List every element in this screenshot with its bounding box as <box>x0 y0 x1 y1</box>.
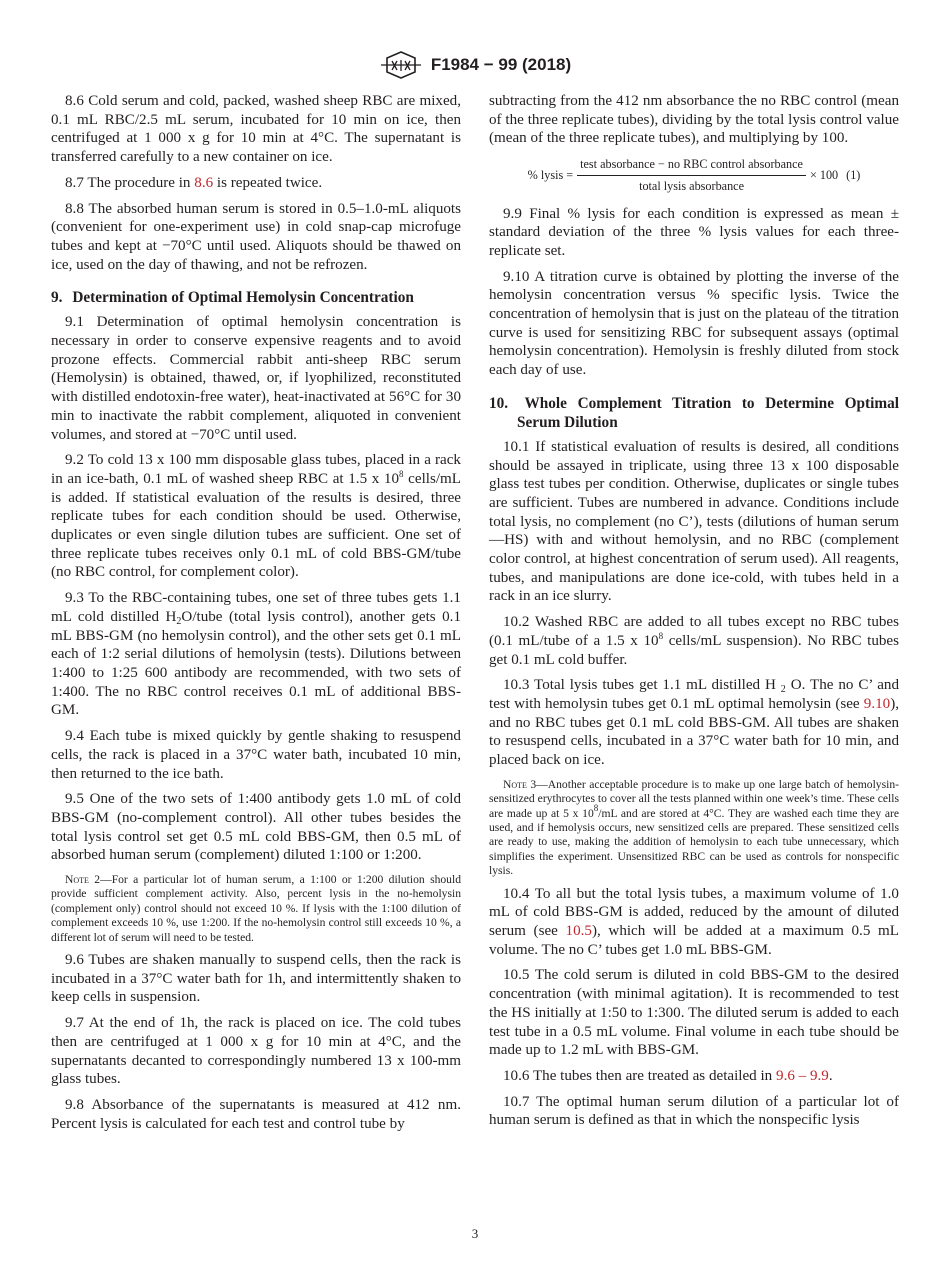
paragraph-10-1: 10.1 If statistical evaluation of results is desired, all conditions should be assayed in triplicate, using three 13 x 100 disposable glass test tubes per condition. Otherwise, duplicates or single tubes are sufficient. Tubes are numbered in advance. Conditions include total lysis, no complement (no C’), tests (dilutions of human serum—HS) with and without hemolysin, and no RBC (complement color control, at highest concentration of serum used). All reagents, tubes, and manipulations are done ice-cold, with tubes held in a rack in an ice slurry. <box>489 438 899 605</box>
equation-1 <box>489 155 899 195</box>
ref-link-9-10[interactable]: 9.10 <box>863 695 891 712</box>
equation-denominator: total lysis absorbance <box>639 178 744 193</box>
page-number: 3 <box>471 1226 479 1241</box>
paragraph-9-5: 9.5 One of the two sets of 1:400 antibody gets 1.0 mL of cold BBS-GM (no-complement control). All other tubes besides the total lysis control set get 0.5 mL cold BBS-GM, then 0.5 mL of absorbed human serum (complement) diluted 1:100 or 1:200. <box>51 791 462 864</box>
equation-number: (1) <box>846 167 861 182</box>
paragraph-9-2: 9.2 To cold 13 x 100 mm disposable glass tubes, placed in a rack in an ice-bath, 0.1 mL of washed sheep RBC at 1.5 x $10^8$ cells/mL is added. If statistical evaluation of the results is desired, three replicate tubes for each condition should be used. Otherwise, duplicates or even single dilution tubes are sufficient. One set of three replicate tubes receives only 0.1 mL of cold BBS-GM/tube (no RBC control, for complement color). <box>51 452 461 581</box>
right-column <box>489 92 899 1137</box>
paragraph-9-10: 9.10 A titration curve is obtained by plotting the inverse of the hemolysin concentration versus % specific lysis. Twice the concentration of hemolysin that is just on the plateau of the titration curve is used for sensitizing RBC for subsequent assays (optimal hemolysin concentration). Hemolysin is freshly diluted from stock each day of use. <box>489 268 899 379</box>
equation-fraction <box>577 155 806 195</box>
equation-rhs: × 100 <box>809 167 839 182</box>
left-column <box>51 92 461 1140</box>
section-heading-10: 10. Whole Complement Titration to Determine Optimal Serum Dilution <box>489 394 899 431</box>
ref-link-8-6[interactable]: 8.6 <box>194 174 214 191</box>
astm-logo-icon <box>379 50 423 80</box>
document-id: F1984 − 99 (2018) <box>430 55 572 74</box>
paragraph-9-9: 9.9 Final % lysis for each condition is expressed as mean ± standard deviation of the three % lysis values for each three-replicate set. <box>489 205 899 259</box>
paragraph-8-7: 8.7 The procedure in 8.6 is repeated twice. <box>65 174 323 191</box>
paragraph-8-6: 8.6 Cold serum and cold, packed, washed sheep RBC are mixed, 0.1 mL RBC/2.5 mL serum, incubated for 10 min on ice, then centrifuged at 1 000 x g for 10 min at 4°C. The supernatant is transferred carefully to a new container on ice. <box>51 93 461 166</box>
page-header <box>0 50 950 80</box>
paragraph-9-3: 9.3 To the RBC-containing tubes, one set of three tubes gets 1.1 mL cold distilled $H_2O$/tube (total lysis control), another gets 0.1 mL BBS-GM (no hemolysin control), and the other sets get 0.1 mL each of 1:2 serial dilutions of hemolysin (tests). Dilutions between 1:400 to 1:25 600 antibody are recommended, with two sets of 1:400. The no RBC control receives 0.1 mL of additional BBS-GM. <box>51 590 462 719</box>
ref-link-9-6-9-9[interactable]: 9.6 – 9.9 <box>776 1067 829 1084</box>
note-2: Note 2—For a particular lot of human serum, a 1:100 or 1:200 dilution should provide sufficient complement activity. Also, percent lysis in the no-hemolysin (complement only) control should not exceed 10 %. If lysis with the 1:100 dilution of complement exceeds 10 %, use 1:200. If the no-hemolysin control still exceeds 10 %, a different lot of serum will need to be tested. <box>51 873 462 944</box>
equation-numerator: test absorbance − no RBC control absorbance <box>577 155 806 176</box>
paragraph-9-8: 9.8 Absorbance of the supernatants is measured at 412 nm. Percent lysis is calculated for each test and control tube by <box>51 1096 461 1132</box>
section-heading-9: 9. Determination of Optimal Hemolysin Concentration <box>51 289 414 307</box>
ref-link-10-5[interactable]: 10.5 <box>565 923 592 940</box>
note-3: Note 3—Another acceptable procedure is to make up one large batch of hemolysin-sensitized erythrocytes to cover all the tests planned within one week’s time. These cells are made up at 5 x $10^8/mL$ and are stored at 4°C. They are washed each time they are used, and if hemolysis occurs, new sensitized cells are prepared. These sensitized cells are ready to use, making the addition of hemolysin to each tube unnecessary, which simplifies the experiment. Unsensitized RBC can be used as controls for nonspecific lysis. <box>489 777 899 878</box>
paragraph-10-2: 10.2 Washed RBC are added to all tubes except no RBC tubes (0.1 mL/tube of a 1.5 x $10^8$ cells/mL suspension). No RBC tubes get 0.1 mL cold buffer. <box>489 614 899 668</box>
paragraph-9-1: 9.1 Determination of optimal hemolysin concentration is necessary in order to conserve expensive reagents and to avoid prozone effects. Commercial rabbit anti-sheep RBC serum (Hemolysin) is obtained, thawed, or, if lyophilized, reconstituted with distilled endotoxin-free water), heat-inactivated at 56°C for 30 min to inactivate the rabbit complement, aliquoted in convenient volumes, and stored at −70°C until used. <box>51 314 461 443</box>
paragraph-10-3: 10.3 Total lysis tubes get 1.1 mL distilled H $_2$ O. The no C’ and test with hemolysin tubes get 0.1 mL optimal hemolysin (see 9.10), and no RBC tubes get 0.1 mL cold BBS-GM. All tubes are shaken to resuspend cells, incubated in a 37°C water bath for 10 min, and placed back on ice. <box>489 677 900 769</box>
paragraph-9-6: 9.6 Tubes are shaken manually to suspend cells, then the rack is incubated in a 37°C water bath for 1h, and intermittently shaken to keep cells in suspension. <box>51 952 461 1006</box>
paragraph-10-7: 10.7 The optimal human serum dilution of a particular lot of human serum is defined as that in which the nonspecific lysis <box>489 1093 899 1129</box>
paragraph-8-8: 8.8 The absorbed human serum is stored in 0.5–1.0-mL aliquots (convenient for one-experiment use) in cold snap-cap microfuge tubes and kept at −70°C until used. Aliquots should be thawed on ice, used on the day of thawing, and not be refrozen. <box>51 200 461 273</box>
paragraph-9-4: 9.4 Each tube is mixed quickly by gentle shaking to resuspend cells, the rack is placed in a 37°C water bath, incubated 10 min, then returned to the ice bath. <box>51 728 461 782</box>
paragraph-10-4: 10.4 To all but the total lysis tubes, a maximum volume of 1.0 mL of cold BBS-GM is added, reduced by the amount of diluted serum (see 10.5), which will be added at a maximum 0.5 mL volume. The no C’ tubes get 1.0 mL BBS-GM. <box>489 885 899 958</box>
equation-lhs: % lysis = <box>527 167 574 182</box>
paragraph-9-8-continued: subtracting from the 412 nm absorbance the no RBC control (mean of the three replicate tubes), dividing by the total lysis control value (mean of the three replicate tubes), and multiplying by 100. <box>489 93 899 147</box>
paragraph-9-7: 9.7 At the end of 1h, the rack is placed on ice. The cold tubes then are centrifuged at 1 000 x g for 10 min at 4°C, and the supernatants decanted to correspondingly numbered 13 x 100-mm glass tubes. <box>51 1015 461 1088</box>
paragraph-10-5: 10.5 The cold serum is diluted in cold BBS-GM to the desired concentration (with minimal agitation). It is recommended to test the HS initially at 1:50 to 1:300. The diluted serum is added to each test tube in a 0.5 mL volume. Final volume in each tube should be made up to 1.2 mL with BBS-GM. <box>489 967 899 1059</box>
paragraph-10-6: 10.6 The tubes then are treated as detailed in 9.6 – 9.9. <box>503 1067 833 1084</box>
